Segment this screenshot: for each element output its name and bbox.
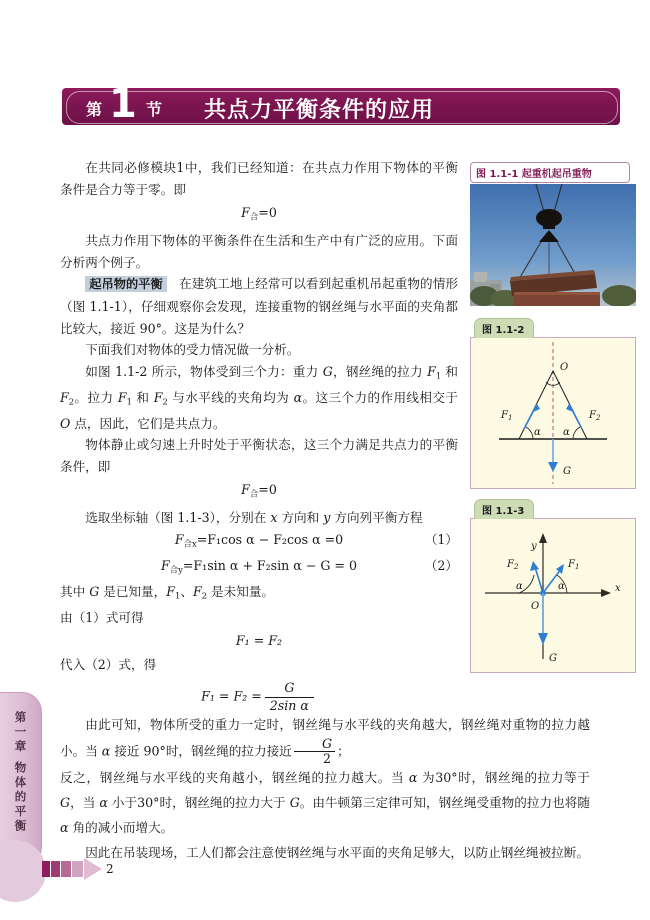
- p12-seg-f: 角的减小而增大。: [68, 820, 174, 836]
- p5-seg-b: ，钢丝绳的拉力: [332, 363, 428, 379]
- paragraph-8: [60, 581, 458, 607]
- p5-symbol-O: O: [60, 415, 71, 431]
- figure-1-1-2-body: [470, 337, 636, 489]
- p5-symbol-F2: F: [60, 389, 69, 405]
- p12-seg-b: 为30°时，钢丝绳的拉力等于: [417, 770, 590, 786]
- p5-symbol-F1b: F: [117, 389, 127, 405]
- p11-fraction-numerator: G: [294, 737, 335, 752]
- p12-seg-a: 反之，钢丝绳与水平线的夹角越小，钢丝绳的拉力越大。当: [60, 770, 409, 786]
- figure-1-1-3-label-y: y: [531, 541, 537, 552]
- p5-seg-f: 与水平线的夹角均为: [167, 389, 294, 405]
- eqy-subscript-y: y: [178, 564, 183, 575]
- figure-1-1-3-label-F2: $F_2$: [507, 559, 519, 571]
- p5-symbol-alpha: α: [293, 389, 303, 405]
- figure-1-1-2-diagram: [471, 338, 635, 488]
- section-header-di: 第: [86, 100, 103, 119]
- equation-sum-force-zero: [60, 202, 458, 228]
- paragraph-3-text: 在建筑工地上经常可以看到起重机吊起重物的情形（图 1.1-1），仔细观察你会发现，连接重物的钢丝绳与水平面的夹角都比较大，接近 90°。这是为什么？: [60, 276, 459, 336]
- equation-number-2: （2）: [424, 557, 458, 573]
- equation-final-tension: [60, 681, 458, 713]
- p5-symbol-F1-sub: 1: [435, 370, 442, 381]
- section-header: [62, 81, 620, 127]
- paragraph-12: [60, 765, 590, 840]
- equation-x-row: [60, 529, 458, 555]
- paragraph-7: [60, 507, 458, 529]
- paragraph-9: 由（1）式可得: [60, 609, 144, 625]
- p7-symbol-x: x: [270, 510, 278, 526]
- chapter-side-tab-label: 第一章 物体的平衡: [13, 711, 28, 835]
- figure-1-1-3-label-O: O: [531, 601, 540, 612]
- page-number: 2: [106, 862, 114, 876]
- p12-symbol-G1: G: [60, 795, 71, 811]
- section-header-jie: 节: [146, 100, 163, 119]
- figure-1-1-2-label-G: G: [563, 466, 571, 477]
- paragraph-13: 因此在吊装现场，工人们都会注意使钢丝绳与水平面的夹角足够大，以防止钢丝绳被拉断。: [85, 845, 589, 861]
- paragraph-10: 代入（2）式，得: [60, 656, 157, 672]
- figure-photo-caption: 图 1.1-1 起重机起吊重物: [470, 162, 630, 183]
- p12-seg-c: ，当: [70, 795, 100, 811]
- p7-seg-a: 选取坐标轴（图 1.1-3），分别在: [85, 510, 271, 526]
- paragraph-4: 下面我们对物体的受力情况做一分析。: [85, 342, 300, 358]
- p11-fraction-G-over-2: [294, 737, 335, 765]
- figure-1-1-3-diagram: [471, 519, 635, 672]
- figure-1-1-3-label-x: x: [615, 583, 621, 594]
- figure-1-1-2-label-F1: $F_1$: [501, 410, 513, 422]
- footer-arrow-decoration: [42, 858, 104, 884]
- paragraph-6: 物体静止或匀速上升时处于平衡状态，这三个力满足共点力的平衡条件，即: [60, 437, 458, 474]
- p5-symbol-F2b-sub: 2: [162, 395, 168, 406]
- p12-symbol-alpha-3: α: [60, 820, 69, 836]
- p12-symbol-alpha-1: α: [408, 770, 418, 786]
- figure-1-1-2-label-alpha-left: α: [534, 427, 541, 438]
- p5-symbol-F2b: F: [153, 389, 163, 405]
- eq-final-numerator: G: [265, 681, 314, 697]
- eqy-expression: =F₁sin α + F₂sin α − G = 0: [182, 557, 357, 573]
- p12-seg-e: 。由牛顿第三定律可知，钢丝绳受重物的拉力也将随: [299, 795, 590, 811]
- p5-seg-e: 和: [131, 389, 154, 405]
- figure-1-1-3-body: [470, 518, 636, 673]
- paragraph-11: [60, 712, 590, 765]
- p7-seg-c: 方向列平衡方程: [330, 510, 423, 526]
- equation2-rhs: =0: [258, 482, 277, 498]
- eq-final-fraction: [265, 681, 314, 713]
- p5-symbol-F2-sub: 2: [68, 395, 75, 406]
- eqy-symbol-F: F: [161, 557, 170, 573]
- equation2-symbol-F: F: [241, 482, 250, 498]
- p11-fraction-denominator: 2: [322, 750, 331, 766]
- p11-seg-b: 接近 90°时，钢丝绳的拉力接近: [110, 743, 292, 759]
- p8-symbol-F2: F: [192, 583, 202, 599]
- p5-symbol-G: G: [322, 363, 333, 379]
- p8-symbol-G: G: [89, 583, 100, 599]
- p8-seg-c: 、: [180, 583, 193, 599]
- equation-rhs: =0: [258, 205, 277, 221]
- figure-1-1-2-label-alpha-right: α: [563, 427, 570, 438]
- p12-symbol-G2: G: [289, 795, 300, 811]
- p12-symbol-alpha-2: α: [99, 795, 108, 811]
- equation-F1-equals-F2: [60, 630, 458, 652]
- figure-1-1-2-label-O: O: [560, 362, 569, 373]
- equation-symbol-F: F: [241, 205, 250, 221]
- figure-photo-1-1-1: [470, 162, 636, 306]
- figure-1-1-2-tab: 图 1.1-2: [474, 318, 534, 338]
- body-text-column-wide: [60, 712, 590, 865]
- section-header-number: 1: [109, 81, 137, 127]
- crane-photo-image: [470, 184, 636, 306]
- figure-1-1-3-tab: 图 1.1-3: [474, 499, 534, 519]
- topic-highlight-label: 起吊物的平衡: [85, 276, 167, 292]
- paragraph-3: [60, 273, 458, 339]
- crane-photo-svg: [470, 184, 636, 306]
- p5-seg-h: 点，因此，它们是共点力。: [70, 415, 226, 431]
- figure-column: [470, 162, 636, 683]
- p8-symbol-F2-sub: 2: [201, 590, 208, 601]
- eqy-subscript-he: 合: [169, 564, 179, 575]
- eq-final-lhs: F₁ = F₂ =: [201, 688, 262, 704]
- p8-seg-a: 其中: [60, 583, 90, 599]
- eq-final-denominator: 2sin α: [269, 697, 309, 713]
- figure-1-1-3-label-G: G: [549, 653, 557, 664]
- figure-1-1-3: [470, 499, 636, 673]
- p5-seg-a: 如图 1.1-2 所示，物体受到三个力：重力: [85, 363, 323, 379]
- p5-seg-c: 和: [441, 363, 458, 379]
- p11-seg-c: ；: [337, 743, 350, 759]
- p7-symbol-y: y: [323, 510, 331, 526]
- equation-sum-force-zero-2: [60, 479, 458, 505]
- paragraph-2: 共点力作用下物体的平衡条件在生活和生产中有广泛的应用。下面分析两个例子。: [60, 233, 458, 270]
- figure-1-1-2-label-F2: $F_2$: [589, 410, 601, 422]
- p8-symbol-F1-sub: 1: [175, 590, 181, 601]
- paragraph-1: 在共同必修模块1中，我们已经知道：在共点力作用下物体的平衡条件是合力等于零。即: [60, 160, 458, 197]
- figure-1-1-2: [470, 318, 636, 489]
- eqx-expression: =F₁cos α − F₂cos α =0: [196, 531, 344, 547]
- equation-number-1: （1）: [424, 531, 458, 547]
- equation2-subscript-he: 合: [249, 488, 259, 499]
- eqx-symbol-F: F: [174, 531, 184, 547]
- figure-1-1-3-label-F1: $F_1$: [568, 559, 580, 571]
- equation-subscript-he: 合: [249, 211, 259, 222]
- p8-seg-b: 是已知量，: [99, 583, 167, 599]
- p11-seg-a: 由此可知，物体所受的重力一定时，钢丝绳与水平线的夹角越大，钢丝绳对重物的拉力越小。当: [60, 717, 590, 759]
- footer-arrow-svg: [42, 858, 104, 880]
- p11-symbol-alpha: α: [101, 743, 111, 759]
- p5-symbol-F1: F: [427, 363, 436, 379]
- figure-1-1-3-label-alpha-left: α: [516, 581, 523, 592]
- p5-seg-g: 。这三个力的作用线相交于: [302, 389, 459, 405]
- p8-seg-d: 是未知量。: [207, 583, 275, 599]
- eq-F1F2-text: F₁ = F₂: [235, 633, 283, 649]
- p5-symbol-F1b-sub: 1: [126, 395, 132, 406]
- paragraph-5: [60, 361, 458, 434]
- body-text-column: [60, 157, 458, 721]
- p12-seg-d: 小于30°时，钢丝绳的拉力大于: [107, 795, 290, 811]
- p8-symbol-F1: F: [166, 583, 175, 599]
- eqx-subscript-he: 合: [183, 538, 192, 549]
- figure-1-1-3-label-alpha-right: α: [558, 581, 565, 592]
- eqx-subscript-x: x: [191, 538, 197, 549]
- equation-y-row: [60, 555, 458, 581]
- p5-seg-d: 。拉力: [74, 389, 118, 405]
- p7-seg-b: 方向和: [277, 510, 324, 526]
- page-title: 共点力平衡条件的应用: [204, 98, 435, 123]
